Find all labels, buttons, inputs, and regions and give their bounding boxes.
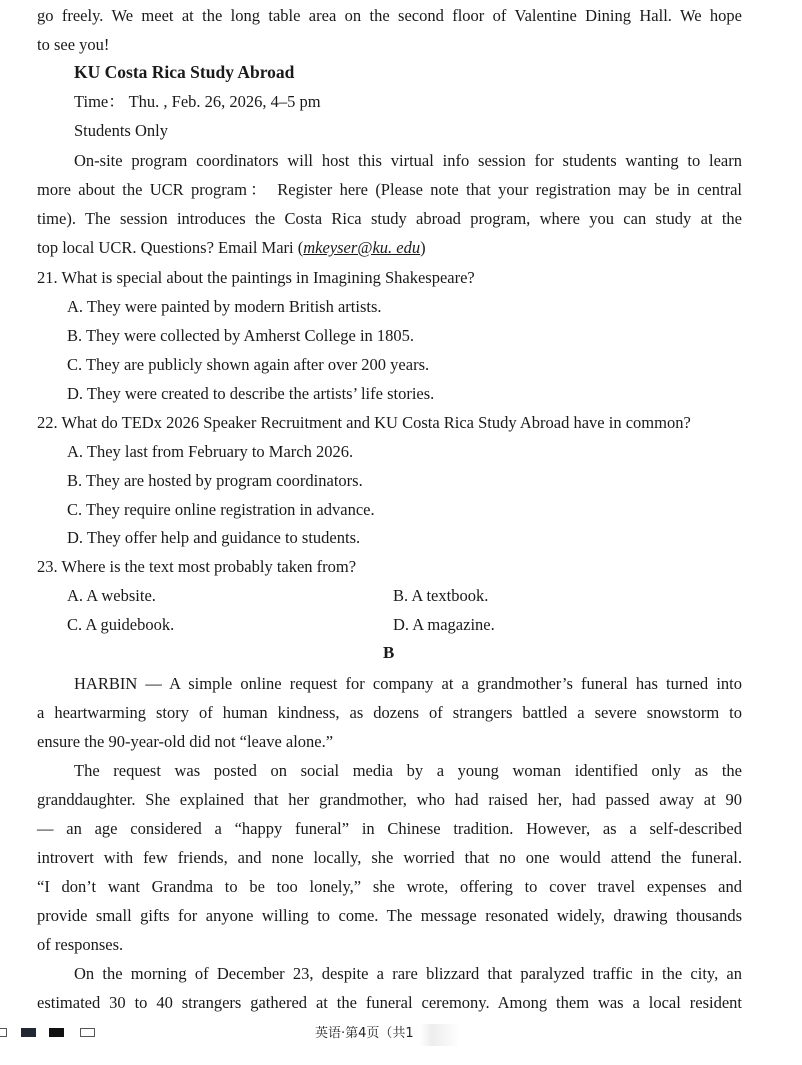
answer-option: C. They require online registration in advance. [67,500,375,519]
event-audience: Students Only [74,121,168,140]
answer-option: B. A textbook. [393,586,489,605]
article-line: provide small gifts for anyone willing to come. The message resonated widely, drawing thousands [37,906,742,925]
answer-option: A. A website. [67,586,156,605]
section-heading: B [383,643,395,662]
passage-text-line: to see you! [37,35,110,54]
article-line: The request was posted on social media by a young woman identified only as the [74,761,742,780]
article-line: a heartwarming story of human kindness, as dozens of strangers battled a severe snowstorm to [37,703,742,722]
question-stem: 23. Where is the text most probably taken from? [37,557,357,576]
registration-mark-icon [49,1028,64,1037]
question-stem: 22. What do TEDx 2026 Speaker Recruitment and KU Costa Rica Study Abroad have in common? [37,413,691,432]
event-description-line: time). The session introduces the Costa Rica study abroad program, where you can study at the [37,209,742,228]
registration-mark-icon [21,1028,36,1037]
article-line: HARBIN — A simple online request for company at a grandmother’s funeral has turned into [74,674,742,693]
event-description-line: On-site program coordinators will host this virtual info session for students wanting to learn [74,151,742,170]
article-line: “I don’t want Grandma to be too lonely,” she wrote, offering to cover travel expenses and [37,877,742,896]
event-time: Time： Thu. , Feb. 26, 2026, 4–5 pm [74,92,321,111]
registration-mark-icon [0,1028,7,1037]
answer-option: D. A magazine. [393,615,495,634]
passage-text-line: go freely. We meet at the long table area on the second floor of Valentine Dining Hall. We hope [37,6,742,25]
event-description-line [37,233,426,262]
event-description-text: ) [420,238,426,257]
question-stem: 21. What is special about the paintings in Imagining Shakespeare? [37,268,475,287]
article-line: ensure the 90-year-old did not “leave alone.” [37,732,334,751]
answer-option: B. They were collected by Amherst College in 1805. [67,326,415,345]
article-line: — an age considered a “happy funeral” in Chinese tradition. However, as a self-described [37,819,742,838]
fade-overlay [420,1024,460,1046]
answer-option: D. They offer help and guidance to students. [67,528,361,547]
answer-option: A. They last from February to March 2026. [67,442,354,461]
event-description-text: top local UCR. Questions? Email Mari ( [37,238,304,257]
answer-option: D. They were created to describe the artists’ life stories. [67,384,435,403]
registration-mark-icon [80,1028,95,1037]
page-footer [0,1024,802,1046]
article-line: estimated 30 to 40 strangers gathered at the funeral ceremony. Among them was a local resident [37,993,742,1012]
event-description-line: more about the UCR program： Register here (Please note that your registration may be in central [37,180,742,199]
answer-option: A. They were painted by modern British artists. [67,297,382,316]
event-title: KU Costa Rica Study Abroad [74,62,295,82]
answer-option: B. They are hosted by program coordinators. [67,471,363,490]
article-line: On the morning of December 23, despite a rare blizzard that paralyzed traffic in the city, an [74,964,742,983]
email-link[interactable]: mkeyser@ku. edu [303,238,421,257]
answer-option: C. They are publicly shown again after over 200 years. [67,355,430,374]
article-line: of responses. [37,935,124,954]
page-number: 英语·第4页（共1 [315,1026,414,1041]
article-line: introvert with few friends, and none locally, she worried that no one would attend the funeral. [37,848,742,867]
answer-option: C. A guidebook. [67,615,175,634]
article-line: granddaughter. She explained that her grandmother, who had raised her, had passed away at 90 [37,790,742,809]
